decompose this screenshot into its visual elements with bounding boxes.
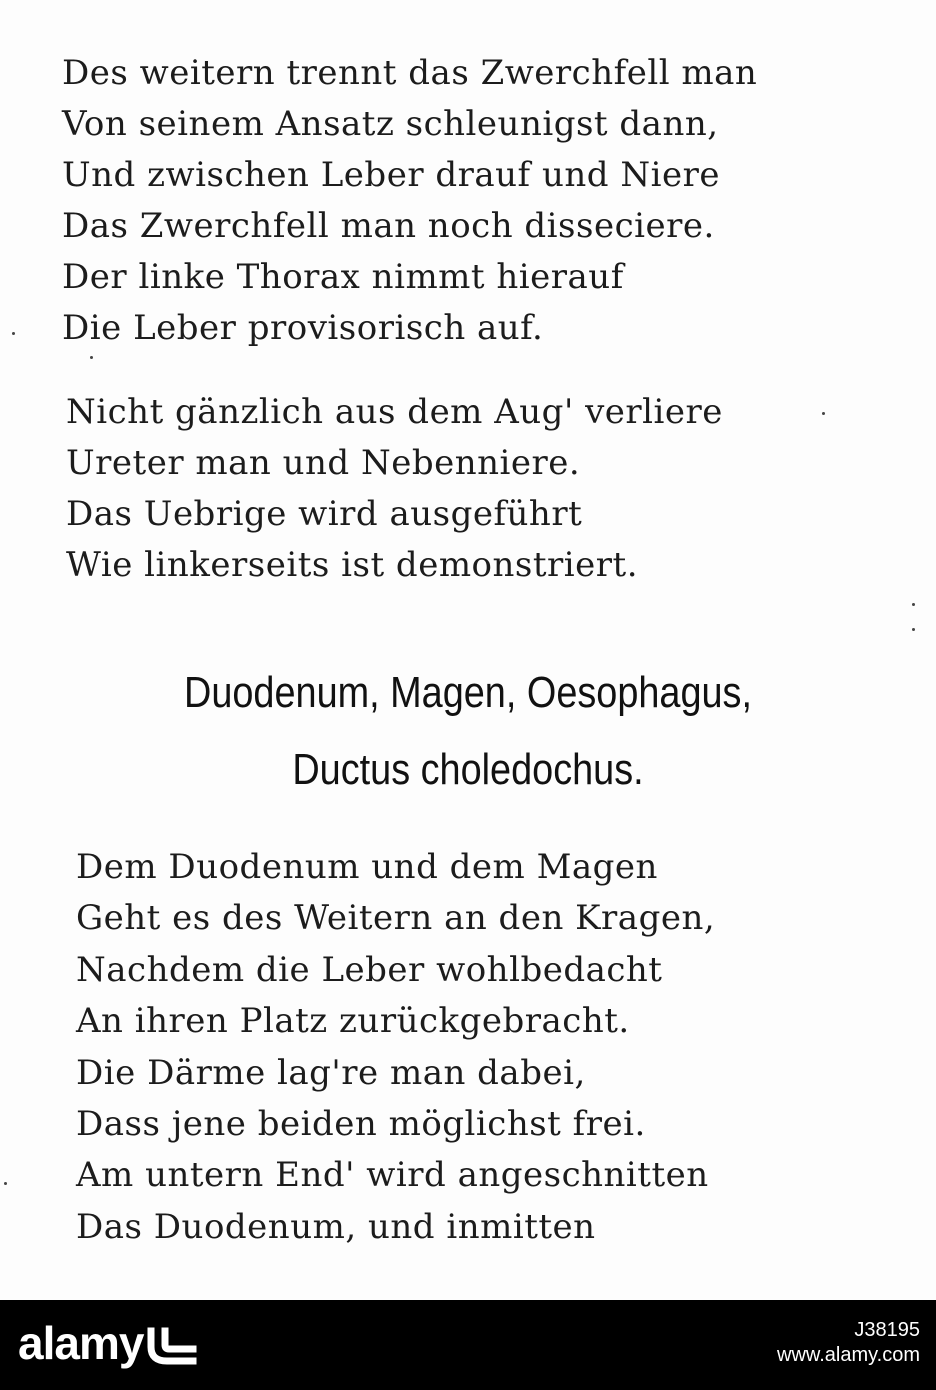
- verse-line: Des weitern trennt das Zwerchfell man: [62, 53, 758, 93]
- alamy-logo-icon: [147, 1327, 197, 1367]
- alamy-logo-text: alamy: [18, 1317, 144, 1369]
- site-url: www.alamy.com: [777, 1344, 920, 1366]
- scan-speck: [912, 603, 915, 606]
- stanza-2: [66, 387, 723, 591]
- verse-line: Die Därme lag're man dabei,: [76, 1052, 586, 1093]
- watermark-info: [777, 1318, 920, 1368]
- scan-speck: [90, 356, 93, 359]
- verse-line: An ihren Platz zurückgebracht.: [76, 1001, 630, 1042]
- verse-line: Und zwischen Leber drauf und Niere: [62, 155, 720, 195]
- verse-line: Dem Duodenum und dem Magen: [76, 847, 658, 887]
- image-id: J38195: [854, 1319, 920, 1341]
- stanza-3: [76, 842, 715, 1253]
- verse-line: Die Leber provisorisch auf.: [62, 308, 544, 348]
- scan-speck: [822, 412, 825, 415]
- scan-speck: [4, 1182, 7, 1185]
- verse-line: Wie linkerseits ist demonstriert.: [66, 545, 639, 585]
- verse-line: Von seinem Ansatz schleunigst dann,: [62, 104, 719, 144]
- verse-line: Der linke Thorax nimmt hierauf: [62, 257, 624, 297]
- verse-line: Das Zwerchfell man noch disseciere.: [62, 206, 715, 246]
- stock-watermark-bar: [0, 1300, 936, 1390]
- section-heading-continued: Ductus choledochus.: [292, 745, 644, 794]
- verse-line: Das Uebrige wird ausgeführt: [66, 494, 583, 534]
- verse-line: Nachdem die Leber wohlbedacht: [76, 949, 663, 990]
- scan-speck: [12, 332, 15, 335]
- scan-speck: [912, 628, 915, 631]
- verse-line: Nicht gänzlich aus dem Aug' verliere: [66, 392, 723, 432]
- stanza-1: [62, 48, 757, 354]
- alamy-logo: [18, 1318, 197, 1368]
- verse-line: Dass jene beiden möglichst frei.: [76, 1103, 646, 1144]
- verse-line: Das Duodenum, und inmitten: [76, 1206, 596, 1247]
- section-heading: Duodenum, Magen, Oesophagus,: [184, 668, 752, 717]
- verse-line: Ureter man und Nebenniere.: [66, 443, 581, 483]
- verse-line: Am untern End' wird angeschnitten: [76, 1155, 709, 1196]
- verse-line: Geht es des Weitern an den Kragen,: [76, 898, 716, 939]
